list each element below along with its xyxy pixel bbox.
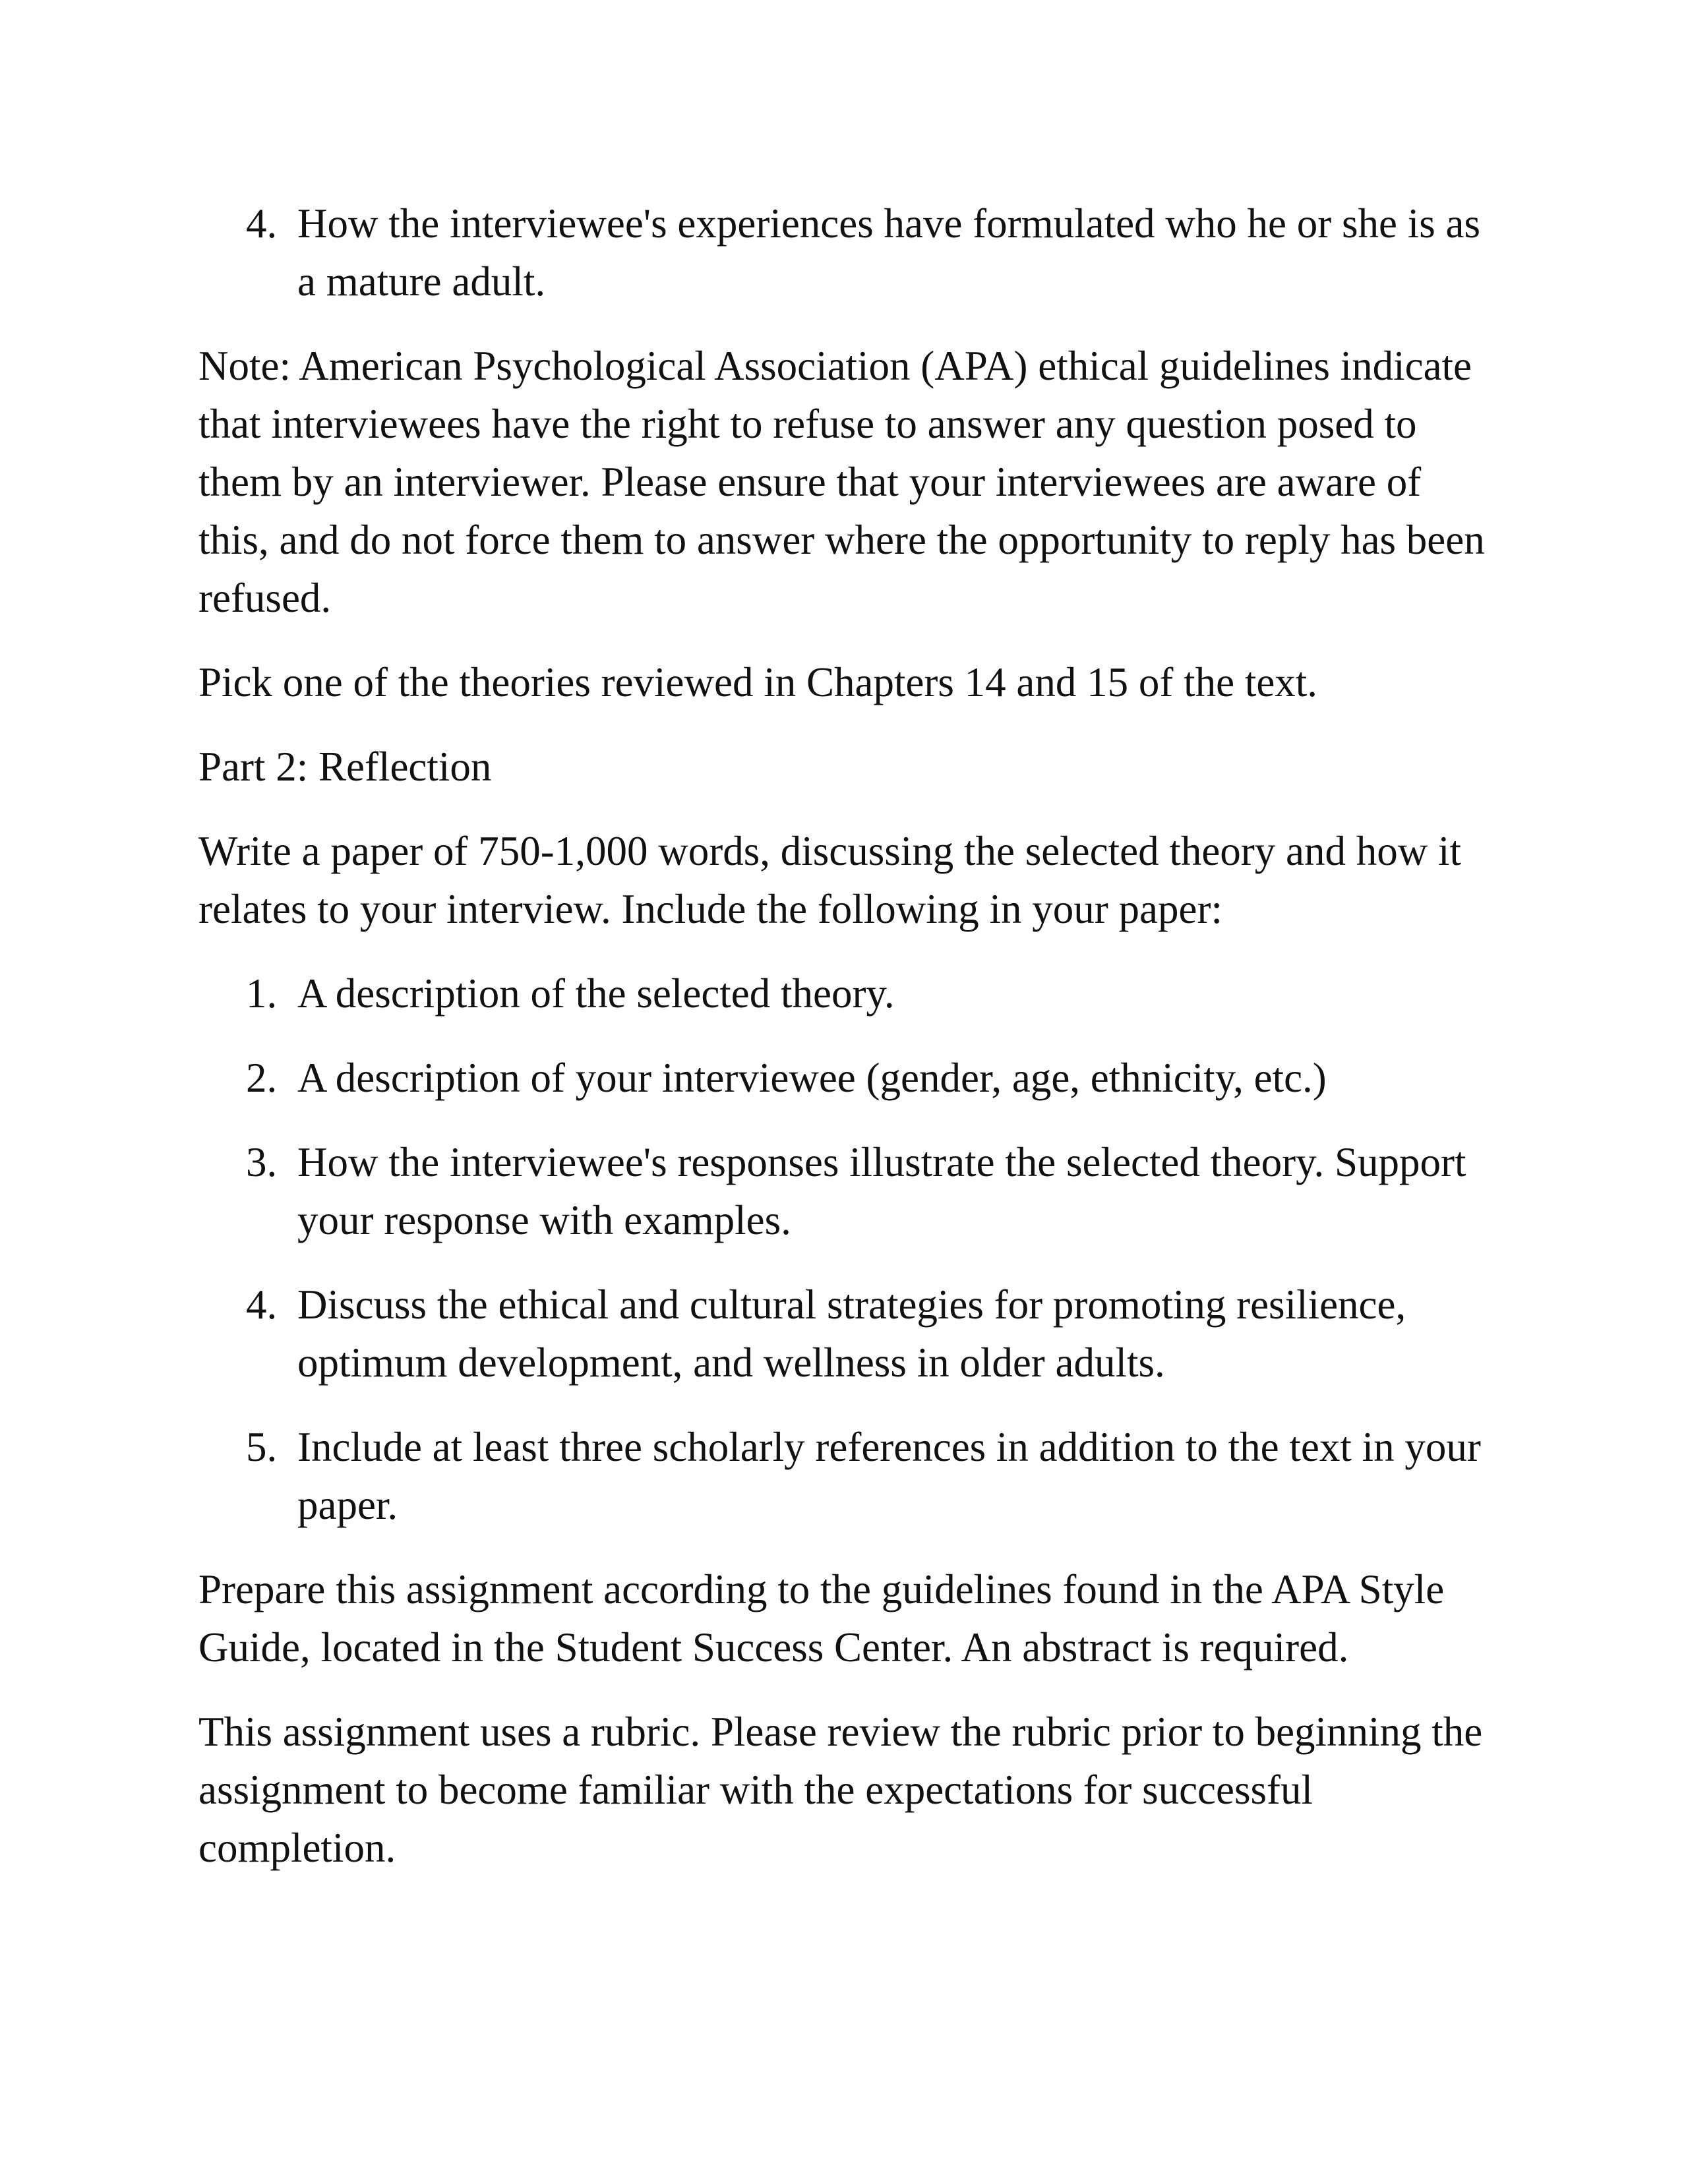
- note-paragraph: Note: American Psychological Association (APA) ethical guidelines indicate that interviewees have the right to refuse to answer any question posed to them by an interviewer. Please ensure that your interviewees are aware of this, and do not force them to answer where the opportunity to reply has been refused.: [198, 343, 1485, 621]
- rubric-paragraph: This assignment uses a rubric. Please review the rubric prior to beginning the assignment to become familiar with the expectations for successful completion.: [198, 1709, 1483, 1871]
- list-item-text: How the interviewee's responses illustrate the selected theory. Support your response with examples.: [297, 1139, 1466, 1243]
- pick-theory-paragraph: Pick one of the theories reviewed in Chapters 14 and 15 of the text.: [198, 659, 1318, 705]
- list-item-text: Include at least three scholarly references in addition to the text in your paper.: [297, 1424, 1481, 1528]
- reflection-requirements-list: [198, 964, 1497, 1534]
- list-item: [198, 1418, 1497, 1534]
- document-body: [198, 194, 1497, 1903]
- list-item: [198, 1133, 1497, 1249]
- list-item-number: 1.: [246, 970, 278, 1017]
- section-heading: Part 2: Reflection: [198, 744, 492, 790]
- interview-questions-list: [198, 194, 1497, 310]
- list-item: [198, 1276, 1497, 1392]
- list-item-number: 3.: [246, 1139, 278, 1185]
- list-item-text: How the interviewee's experiences have formulated who he or she is as a mature adult.: [297, 200, 1480, 305]
- list-item-number: 4.: [246, 200, 278, 247]
- list-item-number: 2.: [246, 1055, 278, 1101]
- list-item: [198, 194, 1497, 310]
- write-paper-paragraph: Write a paper of 750-1,000 words, discussing the selected theory and how it relates to your interview. Include the following in your paper:: [198, 828, 1461, 932]
- prepare-assignment-paragraph: Prepare this assignment according to the guidelines found in the APA Style Guide, located in the Student Success Center. An abstract is required.: [198, 1566, 1445, 1670]
- list-item-text: A description of the selected theory.: [297, 970, 895, 1017]
- list-item-number: 5.: [246, 1424, 278, 1470]
- list-item-text: Discuss the ethical and cultural strategies for promoting resilience, optimum development, and wellness in older adults.: [297, 1282, 1406, 1386]
- list-item: [198, 1049, 1497, 1107]
- list-item-text: A description of your interviewee (gender, age, ethnicity, etc.): [297, 1055, 1327, 1101]
- list-item: [198, 964, 1497, 1022]
- list-item-number: 4.: [246, 1282, 278, 1328]
